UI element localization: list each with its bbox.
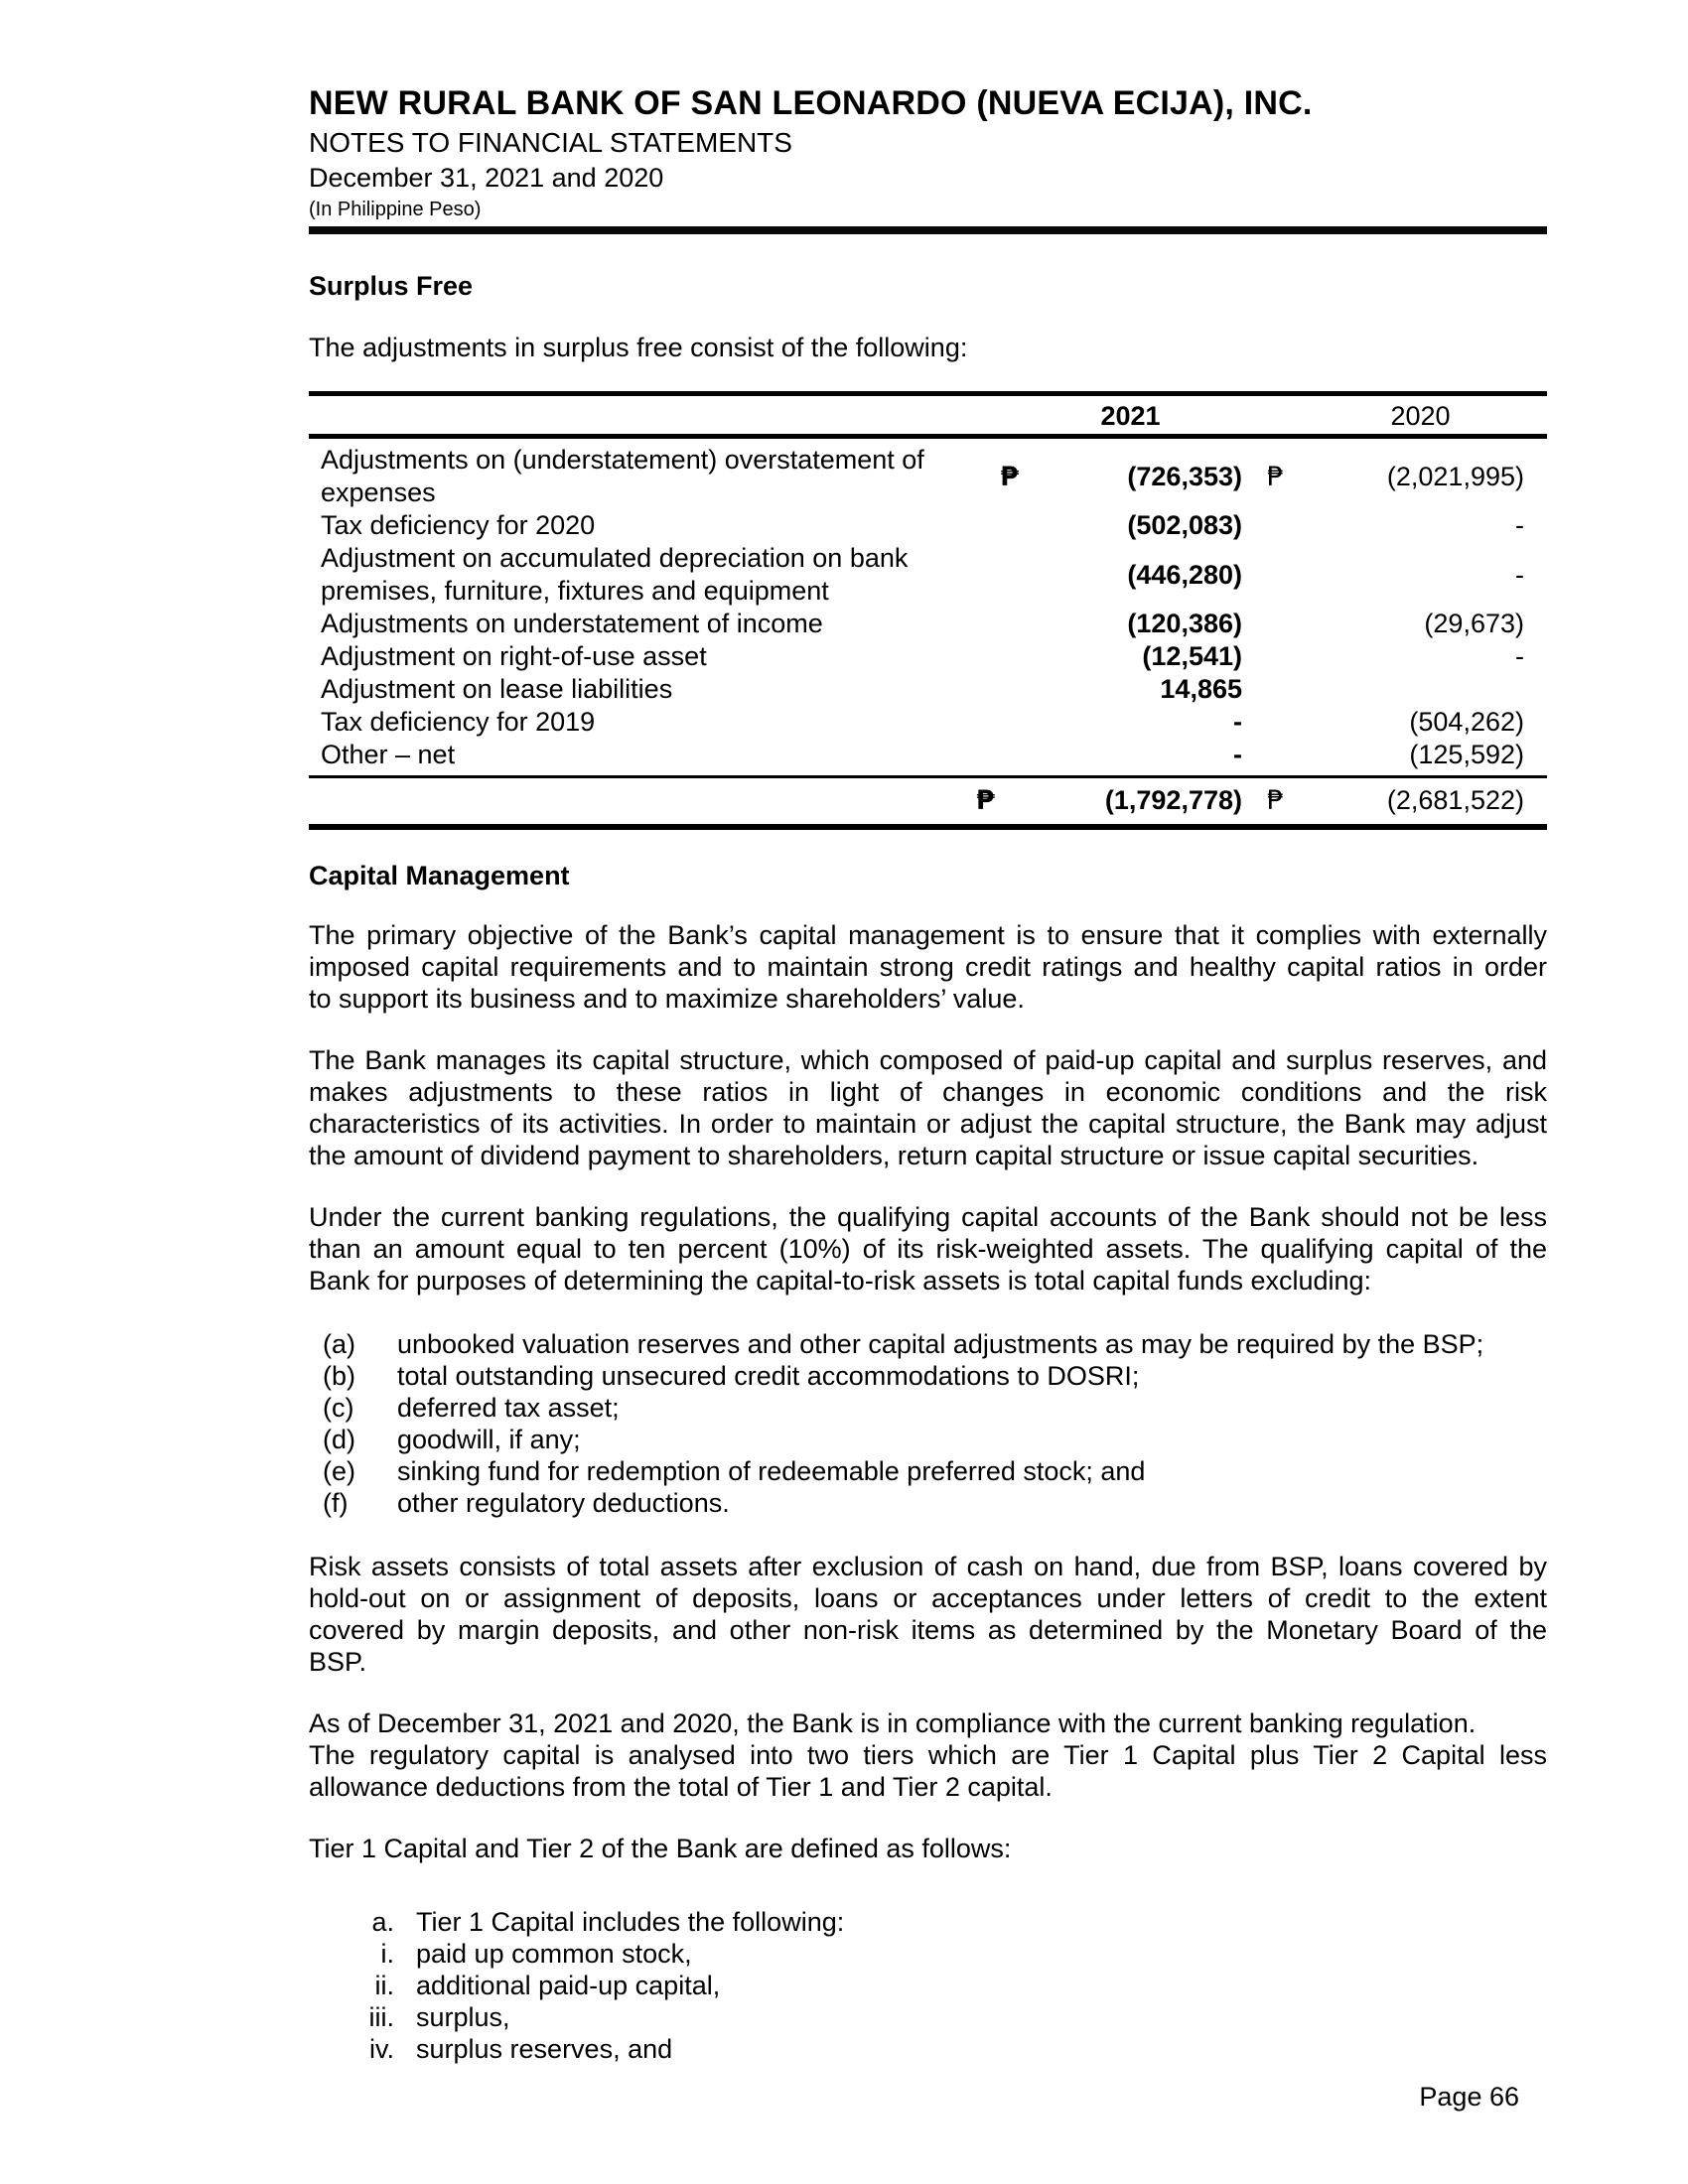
list-item-label: (b) [323, 1361, 355, 1391]
value-2021: - [1233, 740, 1242, 769]
paragraph-line: BSP. [309, 1647, 367, 1677]
paragraph-line: The primary objective of the Bank’s capital management is to ensure that it complies with externally [309, 920, 1547, 950]
paragraph-capital-structure [309, 1044, 1547, 1171]
value-2020: - [1515, 510, 1524, 540]
header-rule [309, 226, 1547, 234]
value-2021: (502,083) [1127, 510, 1242, 540]
row-label: Tax deficiency for 2020 [321, 510, 596, 540]
table-header-row [309, 396, 1547, 439]
list-item-label: (f) [323, 1488, 349, 1518]
table-row [309, 542, 1547, 608]
value-2020: - [1515, 559, 1524, 590]
list-item [309, 1487, 1547, 1519]
list-item [309, 1455, 1547, 1487]
value-2020: (29,673) [1424, 609, 1524, 638]
list-item [309, 1938, 1547, 1970]
value-2020: - [1515, 641, 1524, 671]
list-item [309, 1392, 1547, 1424]
value-2021: 14,865 [1160, 674, 1242, 704]
total-2020: (2,681,522) [1386, 785, 1524, 815]
value-2020: (125,592) [1409, 740, 1524, 769]
list-item-text: goodwill, if any; [397, 1425, 581, 1454]
peso-sign: ₱ [1267, 785, 1285, 816]
list-item-label: (d) [323, 1425, 355, 1454]
list-item-label: ii. [374, 1971, 394, 2000]
list-item [309, 1424, 1547, 1455]
paragraph-line: imposed capital requirements and to maintain strong credit ratings and healthy capital ratios in order [309, 952, 1547, 982]
table-row [309, 739, 1547, 771]
table-total-row [309, 784, 1547, 817]
paragraph-line: covered by margin deposits, and other non-risk items as determined by the Monetary Board of the [309, 1615, 1547, 1645]
row-label: Adjustment on right-of-use asset [321, 641, 707, 671]
row-label: Adjustment on accumulated depreciation on bank premises, furniture, fixtures and equipment [321, 543, 909, 606]
list-item-label: iii. [368, 2002, 394, 2032]
list-item-label: iv. [369, 2034, 394, 2064]
paragraph-line: The regulatory capital is analysed into two tiers which are Tier 1 Capital plus Tier 2 Capital less [309, 1740, 1547, 1770]
paragraph-banking-regulations [309, 1201, 1547, 1297]
list-item-label: (a) [323, 1329, 355, 1359]
value-2021: (726,353) [1127, 461, 1242, 491]
peso-sign: ₱ [1000, 461, 1019, 492]
bank-name: NEW RURAL BANK OF SAN LEONARDO (NUEVA ECIJA), INC. [309, 84, 1313, 122]
value-2021: (12,541) [1142, 641, 1242, 671]
row-label: Adjustments on understatement of income [321, 609, 823, 638]
tier1-list [309, 1906, 1547, 2065]
list-item-text: sinking fund for redemption of redeemable preferred stock; and [397, 1456, 1146, 1486]
paragraph-line: allowance deductions from the total of Tier 1 and Tier 2 capital. [309, 1772, 1053, 1802]
paragraph-line: Bank for purposes of determining the capital-to-risk assets is total capital funds excluding: [309, 1266, 1372, 1296]
list-item-label: (c) [323, 1393, 354, 1423]
paragraph-line: characteristics of its activities. In order to maintain or adjust the capital structure, the Bank may adjust [309, 1109, 1547, 1139]
table-row [309, 706, 1547, 739]
paragraph-capital-objective [309, 919, 1547, 1015]
currency-note: (In Philippine Peso) [309, 199, 482, 220]
tiers-intro: Tier 1 Capital and Tier 2 of the Bank are defined as follows: [309, 1834, 1012, 1863]
paragraph-line: The Bank manages its capital structure, which composed of paid-up capital and surplus reserves, and [309, 1045, 1547, 1075]
list-item [309, 1906, 1547, 1938]
paragraph-line: than an amount equal to ten percent (10%) of its risk-weighted assets. The qualifying capital of the [309, 1234, 1547, 1264]
value-2021: - [1233, 707, 1242, 737]
list-item-text: deferred tax asset; [397, 1393, 620, 1423]
paragraph-line: Under the current banking regulations, the qualifying capital accounts of the Bank should not be less [309, 1202, 1547, 1232]
col-header-2020: 2020 [1390, 401, 1451, 431]
table-intro: The adjustments in surplus free consist of the following: [309, 333, 968, 362]
list-item [309, 1328, 1547, 1360]
row-label: Other – net [321, 740, 456, 769]
list-item-text: unbooked valuation reserves and other capital adjustments as may be required by the BSP; [397, 1329, 1484, 1359]
table-bottom-rule [309, 824, 1547, 830]
list-item-text: surplus reserves, and [416, 2034, 673, 2064]
surplus-adjustments-table [309, 391, 1547, 830]
list-item-label: (e) [323, 1456, 355, 1486]
list-item-label: i. [380, 1939, 394, 1969]
paragraph-line: makes adjustments to these ratios in light of changes in economic conditions and the risk [309, 1077, 1547, 1107]
value-2020: (504,262) [1409, 707, 1524, 737]
paragraph-line: As of December 31, 2021 and 2020, the Bank is in compliance with the current banking regulation. [309, 1708, 1477, 1738]
total-2021: (1,792,778) [1104, 785, 1242, 815]
row-label: Adjustment on lease liabilities [321, 674, 673, 704]
list-item [309, 1970, 1547, 2001]
col-header-2021: 2021 [1100, 401, 1161, 431]
table-row [309, 509, 1547, 542]
paragraph-risk-assets [309, 1551, 1547, 1678]
value-2021: (120,386) [1127, 609, 1242, 638]
list-item-text: additional paid-up capital, [416, 1971, 721, 2000]
doc-title: NOTES TO FINANCIAL STATEMENTS [309, 127, 792, 158]
list-item-text: total outstanding unsecured credit accommodations to DOSRI; [397, 1361, 1140, 1391]
exclusions-list [309, 1328, 1547, 1519]
page-number: Page 66 [1419, 2082, 1519, 2112]
table-row [309, 673, 1547, 706]
table-row [309, 608, 1547, 640]
list-item-label: a. [371, 1907, 394, 1937]
list-item-text: surplus, [416, 2002, 510, 2032]
section-heading-surplus-free: Surplus Free [309, 271, 474, 301]
table-row [309, 444, 1547, 509]
document-header [309, 83, 1547, 234]
section-heading-capital-management: Capital Management [309, 861, 570, 890]
paragraph-line: the amount of dividend payment to shareholders, return capital structure or issue capital securities. [309, 1141, 1479, 1170]
paragraph-line: hold-out on or assignment of deposits, loans or acceptances under letters of credit to the extent [309, 1583, 1547, 1613]
value-2021: (446,280) [1127, 559, 1242, 590]
list-item [309, 2033, 1547, 2065]
row-label: Adjustments on (understatement) overstatement of expenses [321, 445, 924, 507]
peso-sign: ₱ [976, 785, 995, 816]
table-total-section [309, 775, 1547, 824]
list-item [309, 2001, 1547, 2033]
date-line: December 31, 2021 and 2020 [309, 163, 664, 193]
list-item-text: Tier 1 Capital includes the following: [416, 1907, 845, 1937]
paragraph-line: Risk assets consists of total assets after exclusion of cash on hand, due from BSP, loans covered by [309, 1552, 1547, 1581]
peso-sign: ₱ [1267, 461, 1285, 492]
paragraph-compliance [309, 1707, 1547, 1803]
list-item-text: paid up common stock, [416, 1939, 692, 1969]
list-item-text: other regulatory deductions. [397, 1488, 730, 1518]
table-row [309, 640, 1547, 673]
table-body [309, 439, 1547, 775]
list-item [309, 1360, 1547, 1392]
row-label: Tax deficiency for 2019 [321, 707, 596, 737]
value-2020: (2,021,995) [1386, 461, 1524, 491]
paragraph-line: to support its business and to maximize shareholders’ value. [309, 984, 1025, 1014]
